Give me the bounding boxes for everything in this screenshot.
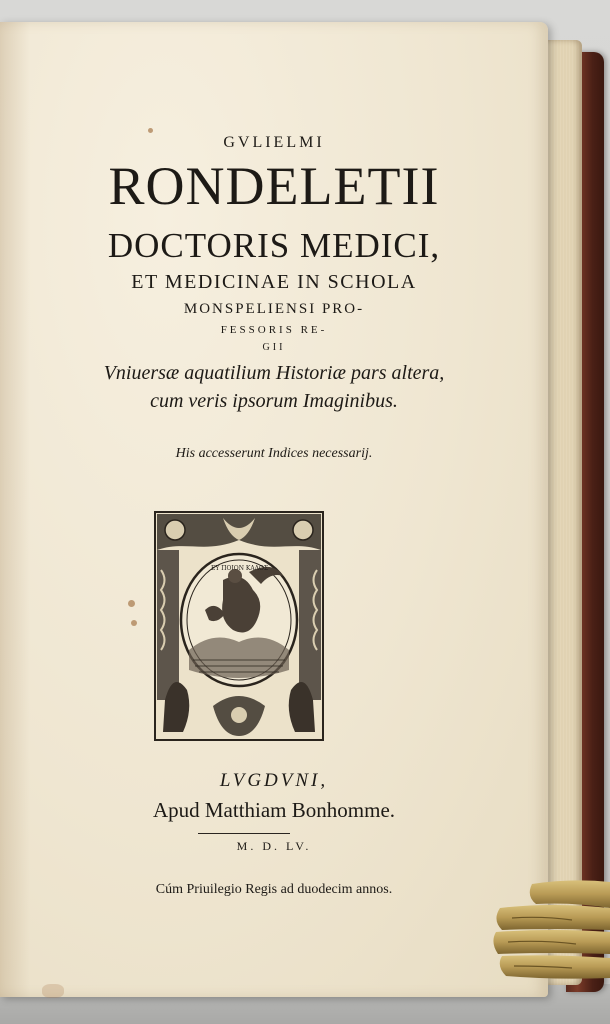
subtitle-line-1: Vniuersæ aquatilium Historiæ pars altera,	[103, 362, 445, 384]
foxing-spot	[148, 128, 153, 133]
title-line-2: ET MEDICINAE IN SCHOLA	[131, 271, 417, 293]
printers-device-woodcut	[153, 510, 325, 742]
device-inscription: EΥ ΠΟΙΟΝ ΚΑΛΟΣ	[211, 565, 269, 572]
brass-hand-bookend	[492, 878, 610, 984]
author-surname: RONDELETII	[108, 156, 440, 216]
imprint-printer: Apud Matthiam Bonhomme.	[152, 798, 396, 822]
title-page	[0, 22, 548, 997]
foxing-spot	[128, 600, 135, 607]
indices-note: His accesserunt Indices necessarij.	[175, 446, 373, 461]
imprint-rule	[198, 833, 290, 834]
subtitle-line-2: cum veris ipsorum Imaginibus.	[150, 390, 398, 412]
imprint-city: LVGDVNI,	[219, 770, 329, 791]
foxing-spot	[131, 620, 137, 626]
royal-privilege: Cúm Priuilegio Regis ad duodecim annos.	[155, 882, 393, 897]
author-first-name: GVLIELMI	[223, 134, 325, 151]
imprint-year: M. D. LV.	[236, 839, 312, 853]
title-line-5: GII	[262, 342, 286, 353]
title-line-3: MONSPELIENSI PRO-	[183, 301, 365, 317]
title-line-1: DOCTORIS MEDICI,	[107, 226, 441, 265]
stain	[42, 984, 64, 998]
title-line-4: FESSORIS RE-	[220, 324, 328, 336]
